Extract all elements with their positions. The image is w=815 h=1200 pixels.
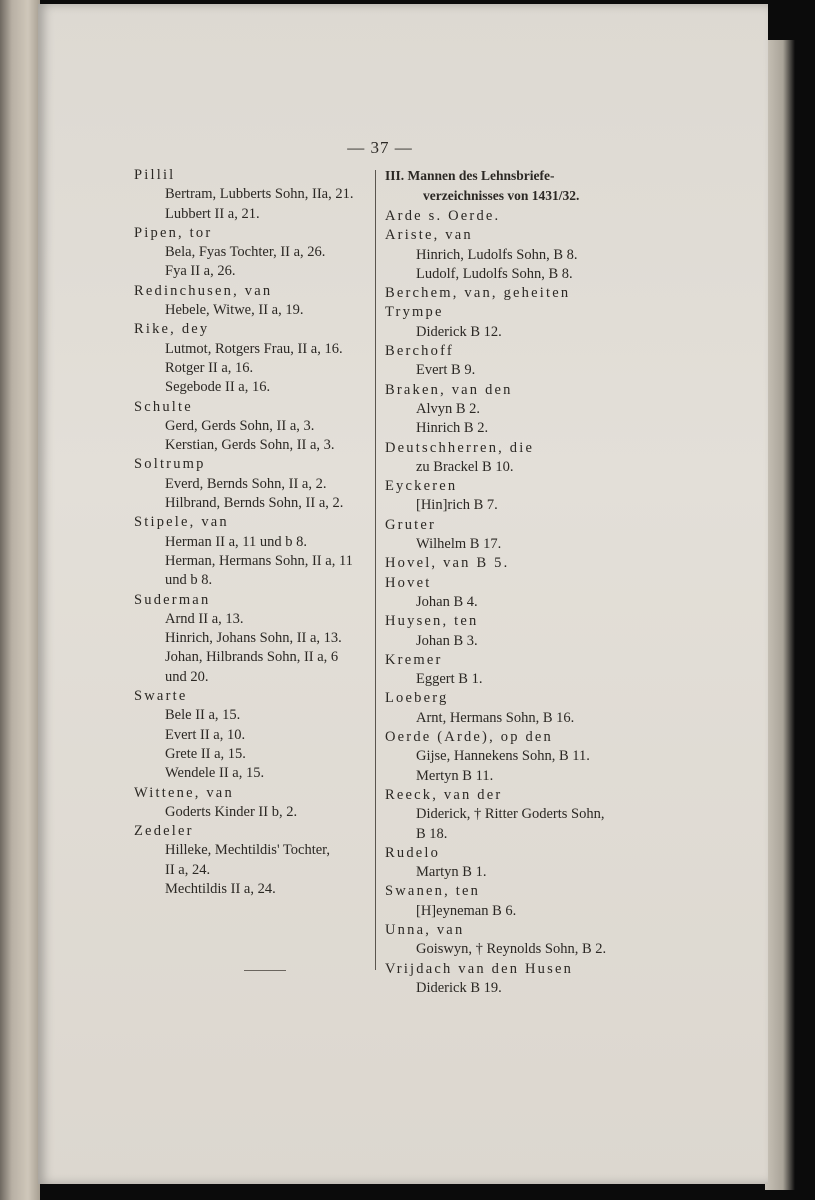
entry-line: B 18. <box>416 825 448 842</box>
entry-line: Goiswyn, † Reynolds Sohn, B 2. <box>416 941 607 958</box>
entry-surname: Soltrump <box>134 456 206 473</box>
entry-surname: Schulte <box>134 398 193 415</box>
index-entry <box>385 381 630 439</box>
entry-line: Diderick B 19. <box>416 979 502 996</box>
entry-surname: Braken, van den <box>385 381 513 398</box>
entry-line: Bertram, Lubberts Sohn, IIa, 21. <box>165 186 354 203</box>
entry-line: Herman II a, 11 und b 8. <box>165 533 308 550</box>
index-entry <box>385 651 630 690</box>
entry-line: [Hin]rich B 7. <box>416 497 498 514</box>
entry-line: Martyn B 1. <box>416 864 487 881</box>
entry-surname: Wittene, van <box>134 784 234 801</box>
entry-surname: Rudelo <box>385 844 441 861</box>
index-entry <box>385 960 630 999</box>
entry-line: Mechtildis II a, 24. <box>165 880 276 897</box>
entry-line: Eggert B 1. <box>416 671 483 688</box>
entry-surname: Arde s. Oerde. <box>385 208 501 224</box>
entry-surname: Berchem, van, geheiten Trympe <box>385 285 571 321</box>
entry-surname: Loeberg <box>385 690 449 707</box>
index-entry <box>134 591 379 687</box>
entry-line: Johan B 4. <box>416 593 478 610</box>
entry-line: Gerd, Gerds Sohn, II a, 3. <box>165 417 315 434</box>
index-entry <box>134 282 379 321</box>
index-entry <box>134 784 379 823</box>
entry-line: Evert II a, 10. <box>165 726 246 743</box>
index-entry <box>134 822 379 899</box>
entry-surname: Pipen, tor <box>134 224 213 241</box>
index-entry <box>385 882 630 921</box>
entry-line: Diderick B 12. <box>416 323 502 340</box>
entry-line: Hebele, Witwe, II a, 19. <box>165 302 304 319</box>
entry-line: Rotger II a, 16. <box>165 359 254 376</box>
left-column <box>134 166 379 899</box>
section-title <box>385 166 630 206</box>
entry-line: Everd, Bernds Sohn, II a, 2. <box>165 475 327 492</box>
entry-surname: Reeck, van der <box>385 786 503 803</box>
entry-line: Hilbrand, Bernds Sohn, II a, 2. <box>165 495 344 512</box>
index-entry <box>385 921 630 960</box>
entry-line: Hinrich B 2. <box>416 420 489 437</box>
index-entry <box>385 728 630 786</box>
index-entry <box>385 844 630 883</box>
entry-line: Goderts Kinder II b, 2. <box>165 803 298 820</box>
right-entries <box>385 207 630 998</box>
section-title-line-1: III. Mannen des Lehnsbriefe- <box>385 168 555 183</box>
entry-line: Wendele II a, 15. <box>165 765 265 782</box>
index-entry <box>385 612 630 651</box>
end-rule <box>244 970 286 971</box>
entry-line: Fya II a, 26. <box>165 263 236 280</box>
entry-line: Diderick, † Ritter Goderts Sohn, <box>416 806 605 823</box>
entry-line: Hilleke, Mechtildis' Tochter, <box>165 842 331 859</box>
entry-line: Kerstian, Gerds Sohn, II a, 3. <box>165 437 335 454</box>
entry-line: Arnd II a, 13. <box>165 610 244 627</box>
entry-line: Bele II a, 15. <box>165 707 241 724</box>
entry-line: und 20. <box>165 668 209 685</box>
entry-surname: Hovet <box>385 574 432 591</box>
entry-surname: Gruter <box>385 516 437 533</box>
entry-line: Evert B 9. <box>416 362 476 379</box>
entry-surname: Oerde (Arde), op den <box>385 729 554 746</box>
entry-surname: Pillil <box>134 167 176 183</box>
entry-surname: Rike, dey <box>134 321 210 338</box>
entry-surname: Stipele, van <box>134 514 229 531</box>
entry-surname: Berchoff <box>385 343 454 360</box>
entry-line: Segebode II a, 16. <box>165 379 271 396</box>
index-entry <box>134 224 379 282</box>
entry-line: II a, 24. <box>165 861 211 878</box>
entry-line: Lutmot, Rotgers Frau, II a, 16. <box>165 340 343 357</box>
entry-line: Herman, Hermans Sohn, II a, 11 <box>165 552 353 569</box>
entry-line: [H]eyneman B 6. <box>416 902 517 919</box>
index-entry <box>385 516 630 555</box>
page-stack-edge <box>765 40 795 1190</box>
index-entry <box>134 166 379 224</box>
entry-surname: Swarte <box>134 688 188 705</box>
index-entry <box>385 477 630 516</box>
entry-line: Mertyn B 11. <box>416 767 494 784</box>
entry-line: Arnt, Hermans Sohn, B 16. <box>416 709 575 726</box>
entry-line: Hinrich, Johans Sohn, II a, 13. <box>165 630 342 647</box>
entry-line: Lubbert II a, 21. <box>165 205 260 222</box>
book-spine-edge <box>0 0 40 1200</box>
index-entry <box>134 320 379 397</box>
entry-line: und b 8. <box>165 572 213 589</box>
entry-line: Johan B 3. <box>416 632 478 649</box>
entry-surname: Ariste, van <box>385 227 473 244</box>
entry-surname: Unna, van <box>385 921 465 938</box>
entry-line: Hinrich, Ludolfs Sohn, B 8. <box>416 246 578 263</box>
entry-surname: Hovel, van B 5. <box>385 555 510 572</box>
entry-surname: Vrijdach van den Husen <box>385 960 574 977</box>
entry-surname: Eyckeren <box>385 478 458 495</box>
entry-line: Grete II a, 15. <box>165 745 246 762</box>
right-column <box>385 166 630 998</box>
page-number: — 37 — <box>347 138 413 157</box>
index-entry <box>385 554 630 573</box>
index-entry <box>385 689 630 728</box>
index-entry <box>385 574 630 613</box>
entry-surname: Zedeler <box>134 823 194 840</box>
entry-line: Gijse, Hannekens Sohn, B 11. <box>416 748 590 765</box>
entry-line: Alvyn B 2. <box>416 400 481 417</box>
entry-surname: Swanen, ten <box>385 883 481 900</box>
entry-line: zu Brackel B 10. <box>416 458 514 475</box>
index-entry <box>385 786 630 844</box>
index-entry <box>385 226 630 284</box>
index-entry <box>385 342 630 381</box>
section-title-line-2: verzeichnisses von 1431/32. <box>423 188 580 203</box>
entry-surname: Suderman <box>134 591 211 608</box>
entry-line: Ludolf, Ludolfs Sohn, B 8. <box>416 265 573 282</box>
entry-surname: Kremer <box>385 651 443 668</box>
index-entry <box>385 439 630 478</box>
column-divider <box>375 170 376 970</box>
entry-surname: Redinchusen, van <box>134 282 273 299</box>
index-entry <box>385 284 630 342</box>
entry-surname: Deutschherren, die <box>385 439 535 456</box>
index-entry <box>134 513 379 590</box>
entry-line: Bela, Fyas Tochter, II a, 26. <box>165 244 326 261</box>
entry-surname: Huysen, ten <box>385 613 479 630</box>
entry-line: Wilhelm B 17. <box>416 536 502 553</box>
index-entry <box>134 687 379 783</box>
index-entry <box>385 207 630 226</box>
index-entry <box>134 398 379 456</box>
index-entry <box>134 455 379 513</box>
entry-line: Johan, Hilbrands Sohn, II a, 6 <box>165 649 339 666</box>
